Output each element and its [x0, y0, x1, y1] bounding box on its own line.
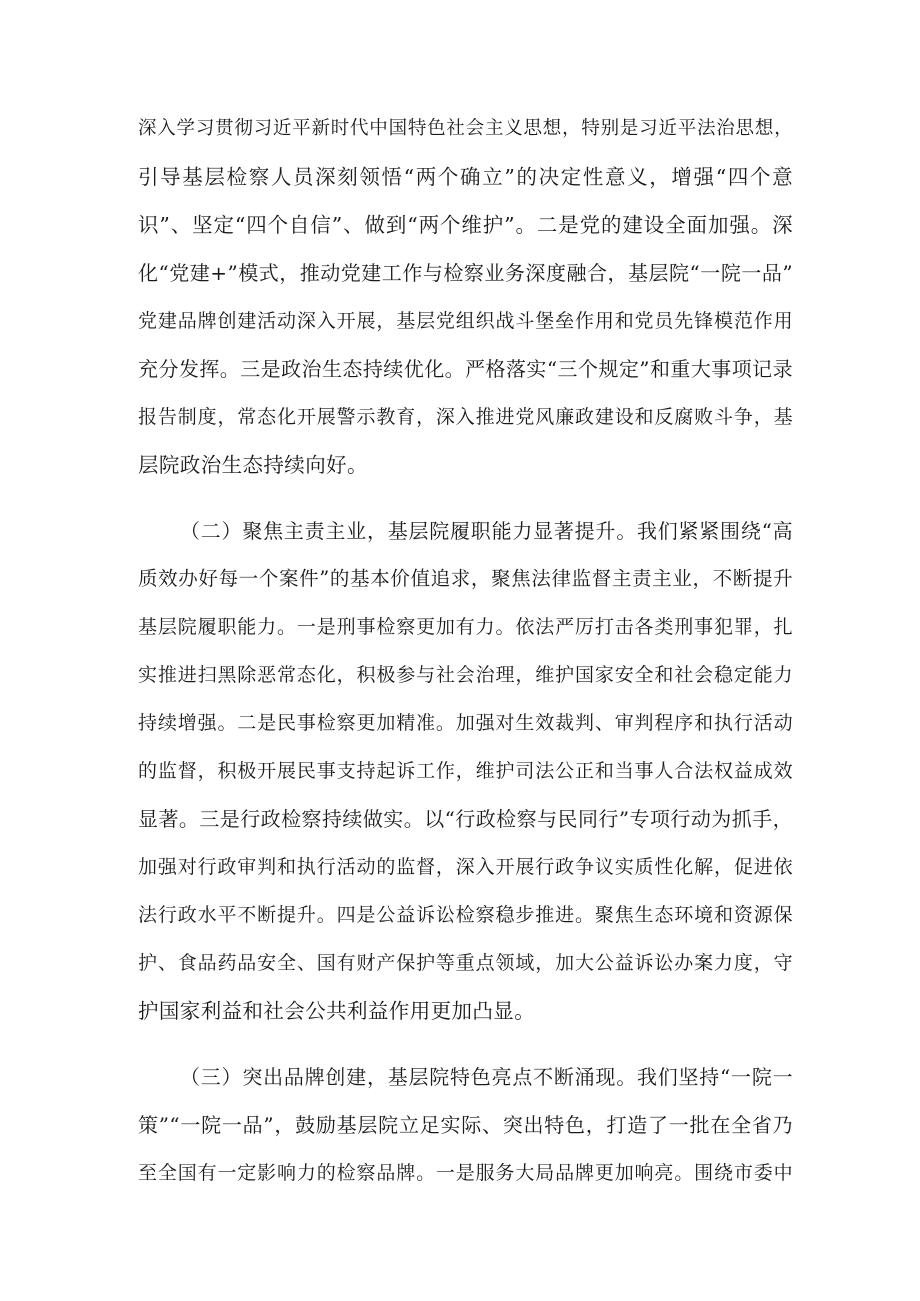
text-line: 识”、坚定“四个自信”、做到“两个维护”。二是党的建设全面加强。深	[138, 213, 793, 237]
text-line: 深入学习贯彻习近平新时代中国特色社会主义思想，特别是习近平法治思想，	[138, 118, 793, 139]
text-line: 策”“一院一品”，鼓励基层院立足实际、突出特色，打造了一批在全省乃	[138, 1113, 793, 1137]
text-line: 法行政水平不断提升。四是公益诉讼检察稳步推进。聚焦生态环境和资源保	[138, 904, 793, 926]
text-line: 护、食品药品安全、国有财产保护等重点领域，加大公益诉讼办案力度，守	[138, 952, 793, 974]
text-line: 实推进扫黑除恶常态化，积极参与社会治理，维护国家安全和社会稳定能力	[138, 664, 793, 686]
text-line: 持续增强。二是民事检察更加精准。加强对生效裁判、审判程序和执行活动	[138, 712, 793, 734]
text-line: 党建品牌创建活动深入开展，基层党组织战斗堡垒作用和党员先锋模范作用	[138, 310, 793, 332]
text-line: 充分发挥。三是政治生态持续优化。严格落实“三个规定”和重大事项记录	[138, 357, 793, 381]
text-line: 基层院履职能力。一是刑事检察更加有力。依法严厉打击各类刑事犯罪，扎	[138, 616, 793, 638]
text-line: 护国家利益和社会公共利益作用更加凸显。	[138, 999, 536, 1023]
text-line: 加强对行政审判和执行活动的监督，深入开展行政争议实质性化解，促进依	[138, 856, 793, 878]
text-line: 引导基层检察人员深刻领悟“两个确立”的决定性意义，增强“四个意	[138, 165, 793, 189]
section-heading-line: （二）聚焦主责主业，基层院履职能力显著提升。我们紧紧围绕“高	[180, 519, 793, 543]
text-line: 化“党建+”模式，推动党建工作与检察业务深度融合，基层院“一院一品”	[138, 261, 793, 285]
text-line: 的监督，积极开展民事支持起诉工作，维护司法公正和当事人合法权益成效	[138, 760, 793, 782]
section-heading-line: （三）突出品牌创建，基层院特色亮点不断涌现。我们坚持“一院一	[180, 1065, 793, 1089]
text-line: 质效办好每一个案件”的基本价值追求，聚焦法律监督主责主业，不断提升	[138, 567, 793, 590]
text-line: 报告制度，常态化开展警示教育，深入推进党风廉政建设和反腐败斗争，基	[138, 406, 793, 428]
text-line: 层院政治生态持续向好。	[138, 453, 368, 477]
text-line: 至全国有一定影响力的检察品牌。一是服务大局品牌更加响亮。围绕市委中	[138, 1162, 793, 1184]
text-line: 显著。三是行政检察持续做实。以“行政检察与民同行”专项行动为抓手，	[138, 807, 793, 831]
